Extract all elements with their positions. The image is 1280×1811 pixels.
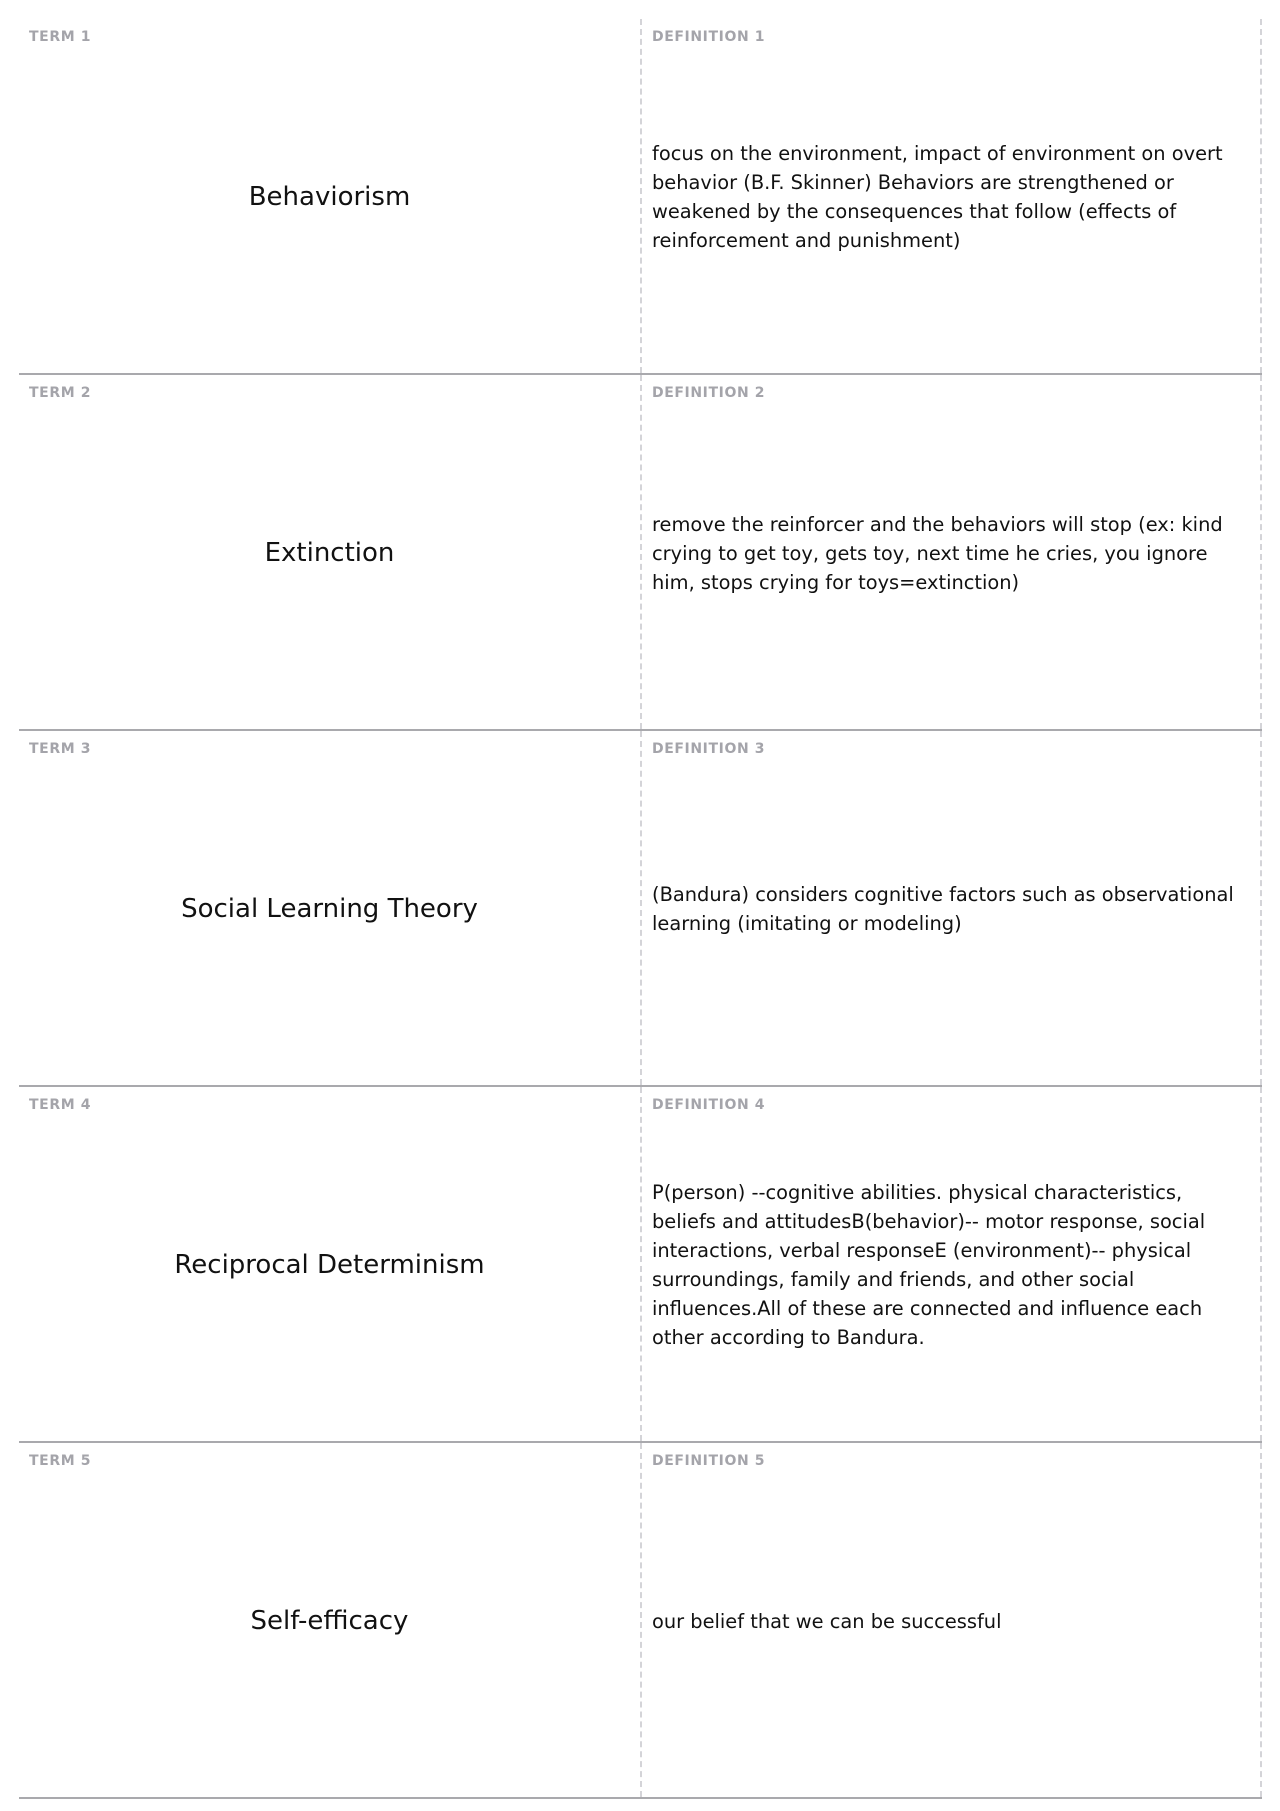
definition-cell [642, 1087, 1262, 1441]
definition-cell [642, 1443, 1262, 1797]
term-cell [19, 731, 642, 1085]
definition-label: DEFINITION 3 [652, 741, 766, 757]
definition-label: DEFINITION 4 [652, 1097, 766, 1113]
definition-text: (Bandura) considers cognitive factors such as observational learning (imitating or modeling) [652, 883, 1234, 935]
flashcard-sheet [19, 19, 1262, 1799]
flashcard-row [19, 731, 1262, 1087]
term-text: Behaviorism [248, 182, 411, 212]
term-cell [19, 19, 642, 373]
term-label: TERM 5 [29, 1453, 92, 1469]
definition-text: our belief that we can be successful [652, 1609, 1002, 1633]
definition-cell [642, 375, 1262, 729]
term-label: TERM 3 [29, 741, 92, 757]
flashcard-row [19, 375, 1262, 731]
definition-text: focus on the environment, impact of environment on overt behavior (B.F. Skinner) Behaviors are strengthened or weakened by the consequences that follow (effects of reinforcement and punishment) [652, 142, 1223, 252]
term-text: Reciprocal Determinism [174, 1250, 485, 1280]
flashcard-row [19, 1443, 1262, 1799]
term-label: TERM 2 [29, 385, 92, 401]
term-label: TERM 1 [29, 29, 92, 45]
definition-label: DEFINITION 2 [652, 385, 766, 401]
term-cell [19, 375, 642, 729]
flashcard-row [19, 19, 1262, 375]
term-text: Extinction [264, 538, 395, 568]
term-label: TERM 4 [29, 1097, 92, 1113]
definition-cell [642, 731, 1262, 1085]
term-text: Self-efficacy [250, 1606, 409, 1636]
flashcard-row [19, 1087, 1262, 1443]
definition-cell [642, 19, 1262, 373]
definition-text: remove the reinforcer and the behaviors will stop (ex: kind crying to get toy, gets toy, next time he cries, you ignore him, stops crying for toys=extinction) [652, 512, 1223, 594]
term-text: Social Learning Theory [181, 894, 478, 924]
definition-label: DEFINITION 5 [652, 1453, 766, 1469]
term-cell [19, 1087, 642, 1441]
term-cell [19, 1443, 642, 1797]
definition-label: DEFINITION 1 [652, 29, 766, 45]
definition-text: P(person) --cognitive abilities. physical characteristics, beliefs and attitudesB(behavior)-- motor response, social interactions, verbal responseE (environment)-- physical surroundings, family and friends, and other social influences.All of these are connected and influence each other according to Bandura. [652, 1181, 1206, 1349]
